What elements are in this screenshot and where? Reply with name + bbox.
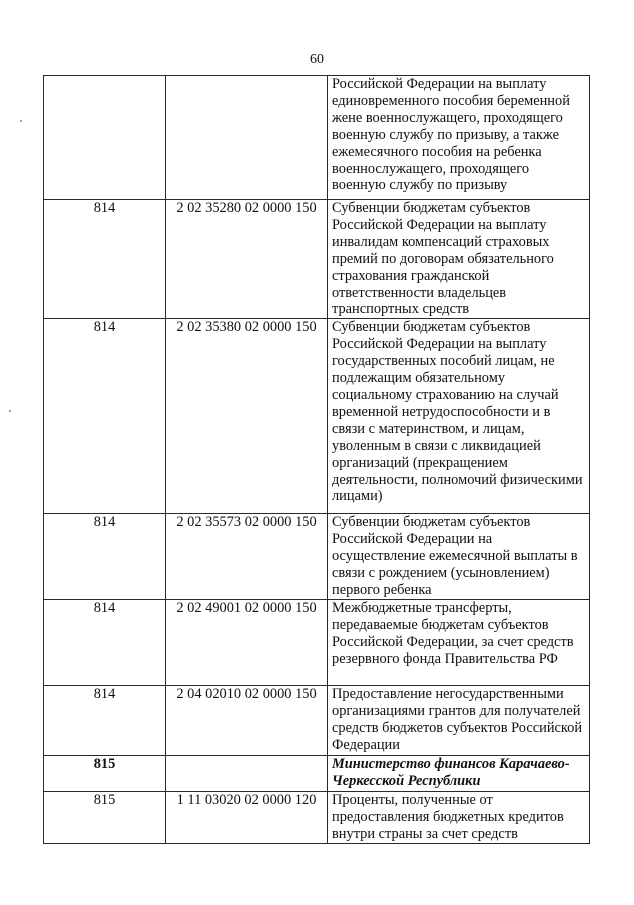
- budget-code-cell: 2 02 35380 02 0000 150: [166, 319, 328, 514]
- admin-code-cell: 815: [44, 791, 166, 843]
- income-name-cell: Субвенции бюджетам субъектов Российской Федерации на выплату государственных пособий лицам, не подлежащим обязательному социальному страхованию на случай временной нетрудоспособности и в связи с материнством, и лицам, уволенным в связи с ликвидацией организаций (прекращением деятельности, полномочий физическими лицами): [328, 319, 590, 514]
- admin-code-cell: 814: [44, 685, 166, 755]
- admin-code-cell: 814: [44, 200, 166, 319]
- budget-classification-table: [43, 75, 590, 844]
- administrator-title-cell: Министерство финансов Карачаево-Черкесской Республики: [328, 755, 590, 791]
- table-row-section-title: [44, 755, 590, 791]
- income-name-cell: Российской Федерации на выплату единовременного пособия беременной жене военнослужащего, проходящего военную службу по призыву, а также ежемесячного пособия на ребенка военнослужащего, проходящего военную службу по призыву: [328, 76, 590, 200]
- budget-code-cell: [166, 755, 328, 791]
- budget-code-cell: 2 02 35280 02 0000 150: [166, 200, 328, 319]
- table-row: [44, 685, 590, 755]
- budget-code-cell: 2 04 02010 02 0000 150: [166, 685, 328, 755]
- income-name-cell: Субвенции бюджетам субъектов Российской Федерации на выплату инвалидам компенсаций страховых премий по договорам обязательного страхования гражданской ответственности владельцев транспортных средств: [328, 200, 590, 319]
- scan-speck: [9, 410, 11, 412]
- table-row: [44, 76, 590, 200]
- income-name-cell: Проценты, полученные от предоставления бюджетных кредитов внутри страны за счет средств: [328, 791, 590, 843]
- budget-code-cell: 2 02 49001 02 0000 150: [166, 599, 328, 685]
- admin-code-cell: 814: [44, 599, 166, 685]
- table-row: [44, 200, 590, 319]
- admin-code-cell: [44, 76, 166, 200]
- table-row: [44, 514, 590, 600]
- table-row: [44, 791, 590, 843]
- table-row: [44, 599, 590, 685]
- income-name-cell: Межбюджетные трансферты, передаваемые бюджетам субъектов Российской Федерации, за счет средств резервного фонда Правительства РФ: [328, 599, 590, 685]
- scan-speck: [20, 120, 22, 122]
- table-row: [44, 319, 590, 514]
- income-name-cell: Предоставление негосударственными организациями грантов для получателей средств бюджетов субъектов Российской Федерации: [328, 685, 590, 755]
- budget-code-cell: 1 11 03020 02 0000 120: [166, 791, 328, 843]
- income-name-cell: Субвенции бюджетам субъектов Российской Федерации на осуществление ежемесячной выплаты в связи с рождением (усыновлением) первого ребенка: [328, 514, 590, 600]
- admin-code-cell: 814: [44, 514, 166, 600]
- admin-code-cell: 815: [44, 755, 166, 791]
- budget-code-cell: [166, 76, 328, 200]
- admin-code-cell: 814: [44, 319, 166, 514]
- budget-code-cell: 2 02 35573 02 0000 150: [166, 514, 328, 600]
- page-number: 60: [310, 52, 324, 67]
